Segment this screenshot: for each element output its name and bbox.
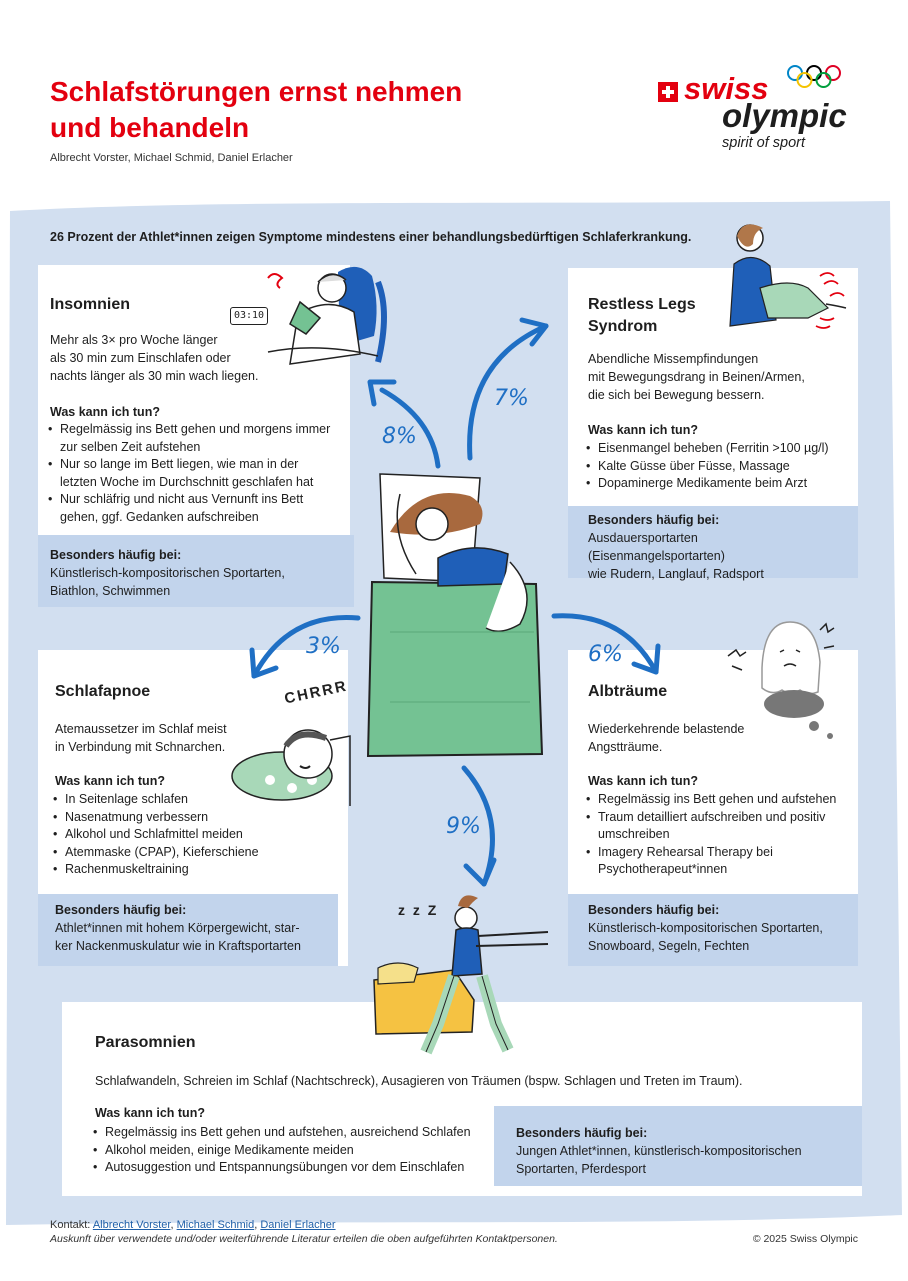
insomnien-percent: 8% [382, 424, 417, 449]
page-title [50, 74, 530, 146]
contact-link-schmid[interactable]: Michael Schmid [176, 1219, 255, 1231]
sleeping-woman-illustration [360, 462, 550, 760]
snore-text: CHRRR [282, 677, 350, 708]
arrow-to-schlafapnoe [244, 610, 364, 682]
sleepwalker-illustration [370, 890, 560, 1058]
list-item: • Regelmässig ins Bett gehen und aufstehen [584, 791, 854, 809]
list-item: • Atemmaske (CPAP), Kieferschiene [51, 844, 291, 862]
footer-note: Auskunft über verwendete und/oder weiterführende Literatur erteilen die oben aufgeführten Kontaktpersonen. [50, 1233, 558, 1245]
albtraeume-percent: 6% [588, 642, 623, 667]
parasomnien-frequent-box: Besonders häufig bei: Jungen Athlet*innen, künstlerisch-kompositorischen Sportarten, Pferdesport [494, 1106, 862, 1186]
copyright: © 2025 Swiss Olympic [752, 1233, 858, 1245]
list-item: • Alkohol und Schlafmittel meiden [51, 826, 291, 844]
restless-legs-tips-heading: Was kann ich tun? [588, 423, 698, 437]
list-item: • Eisenmangel beheben (Ferritin >100 µg/l) [584, 440, 854, 458]
schlafapnoe-tips-heading: Was kann ich tun? [55, 774, 165, 788]
restless-legs-heading: Restless Legs Syndrom [588, 296, 696, 335]
albtraeume-frequent-box: Besonders häufig bei: Künstlerisch-kompositorischen Sportarten, Snowboard, Segeln, Fechten [568, 894, 858, 966]
zzz-text: z z Z [398, 902, 439, 918]
ghost-illustration [722, 608, 852, 744]
list-item: • Kalte Güsse über Füsse, Massage [584, 458, 854, 476]
schlafapnoe-frequent-heading: Besonders häufig bei: [55, 903, 187, 917]
schlafapnoe-percent: 3% [306, 634, 341, 659]
restless-legs-description: Abendliche Missempfindungen mit Bewegungsdrang in Beinen/Armen, die sich bei Bewegung bessern. [588, 352, 805, 402]
schlafapnoe-heading: Schlafapnoe [55, 683, 151, 700]
authors: Albrecht Vorster, Michael Schmid, Daniel Erlacher [50, 152, 293, 164]
list-item: • Traum detailliert aufschreiben und positiv umschreiben [584, 809, 854, 844]
snoring-person-illustration [230, 720, 352, 810]
restless-legs-frequent-box: Besonders häufig bei: Ausdauersportarten (Eisenmangelsportarten) wie Rudern, Langlauf, Radsport [568, 506, 858, 578]
logo-olympic: olympic [722, 97, 847, 134]
insomnien-frequent-heading: Besonders häufig bei: [50, 548, 182, 562]
contact-link-vorster[interactable]: Albrecht Vorster [92, 1219, 171, 1231]
list-item: • Nur so lange im Bett liegen, wie man in der letzten Woche im Durchschnitt geschlafen hat [46, 456, 331, 491]
schlafapnoe-description: Atemaussetzer im Schlaf meist in Verbindung mit Schnarchen. [55, 722, 227, 754]
list-item: • In Seitenlage schlafen [51, 791, 291, 809]
logo-tagline: spirit of sport [722, 135, 805, 151]
footer-contact: Kontakt: Albrecht Vorster, Michael Schmid, Daniel Erlacher [50, 1219, 336, 1231]
swiss-cross-icon [658, 82, 678, 102]
arrow-to-insomnien [360, 374, 450, 470]
parasomnien-tips-heading: Was kann ich tun? [95, 1106, 205, 1120]
restless-legs-percent: 7% [494, 386, 529, 411]
list-item: • Regelmässig ins Bett gehen und aufstehen, ausreichend Schlafen [91, 1124, 511, 1142]
restless-legs-frequent-heading: Besonders häufig bei: [588, 513, 720, 527]
schlafapnoe-frequent-box: Besonders häufig bei: Athlet*innen mit hohem Körpergewicht, star- ker Nackenmuskulatur wie in Kraftsportarten [38, 894, 338, 966]
list-item: • Nasenatmung verbessern [51, 809, 291, 827]
list-item: • Imagery Rehearsal Therapy bei Psychotherapeut*innen [584, 844, 854, 879]
list-item: • Regelmässig ins Bett gehen und morgens immer zur selben Zeit aufstehen [46, 421, 331, 456]
intro-text: 26 Prozent der Athlet*innen zeigen Symptome mindestens einer behandlungsbedürftigen Schlaferkrankung. [50, 230, 692, 244]
parasomnien-heading: Parasomnien [95, 1034, 196, 1051]
albtraeume-heading: Albträume [588, 683, 668, 700]
parasomnien-description: Schlafwandeln, Schreien im Schlaf (Nachtschreck), Ausagieren von Träumen (bspw. Schlagen und Treten im Traum). [95, 1074, 743, 1088]
parasomnien-frequent-heading: Besonders häufig bei: [516, 1126, 648, 1140]
insomnien-heading: Insomnien [50, 296, 131, 313]
alarm-clock-icon [230, 307, 268, 325]
restless-legs-illustration [720, 218, 860, 336]
albtraeume-frequent-heading: Besonders häufig bei: [588, 903, 720, 917]
insomnien-tips-heading: Was kann ich tun? [50, 405, 160, 419]
restless-legs-tips-list [584, 440, 854, 493]
list-item: • Nur schläfrig und nicht aus Vernunft ins Bett gehen, ggf. Gedanken aufschreiben [46, 491, 331, 526]
list-item: • Autosuggestion und Entspannungsübungen vor dem Einschlafen [91, 1159, 511, 1177]
contact-link-erlacher[interactable]: Daniel Erlacher [260, 1219, 336, 1231]
insomnien-tips-list [46, 421, 331, 526]
albtraeume-description: Wiederkehrende belastende Angstträume. [588, 722, 745, 754]
insomnien-description: Mehr als 3× pro Woche länger als 30 min zum Einschlafen oder nachts länger als 30 min wach liegen. [50, 333, 259, 383]
list-item: • Alkohol meiden, einige Medikamente meiden [91, 1142, 511, 1160]
olympic-rings-icon [786, 64, 842, 88]
albtraeume-tips-heading: Was kann ich tun? [588, 774, 698, 788]
logo-swiss: swiss [684, 71, 769, 106]
title-line-1: Schlafstörungen ernst nehmen [50, 76, 463, 107]
parasomnien-tips-list [91, 1124, 511, 1177]
list-item: • Rachenmuskeltraining [51, 861, 291, 879]
insomnien-frequent-box: Besonders häufig bei: Künstlerisch-kompositorischen Sportarten, Biathlon, Schwimmen [38, 535, 354, 607]
albtraeume-tips-list [584, 791, 854, 879]
list-item: • Dopaminerge Medikamente beim Arzt [584, 475, 854, 493]
parasomnien-percent: 9% [446, 814, 481, 839]
title-line-2: und behandeln [50, 112, 250, 143]
alarm-clock-time: 03:10 [233, 310, 265, 321]
